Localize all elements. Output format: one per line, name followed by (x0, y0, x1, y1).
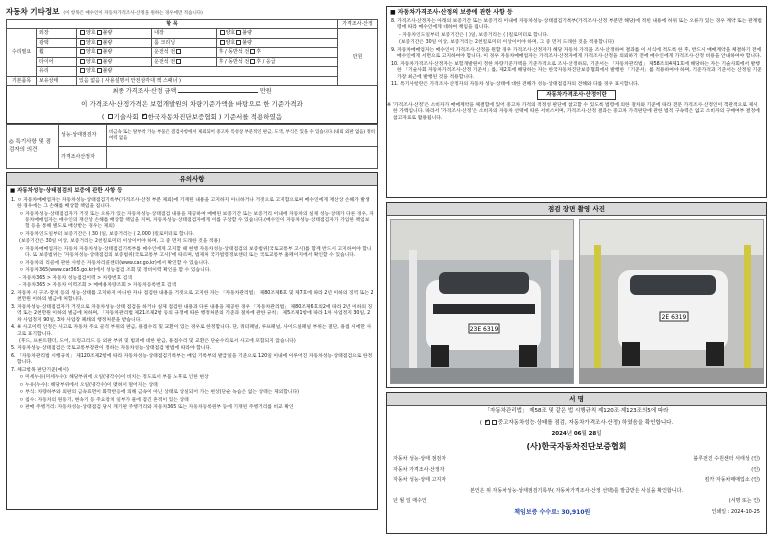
special-row2-text (107, 147, 378, 169)
checkbox[interactable] (80, 68, 85, 73)
basis-options: ( 기술사회 ✓ 한국자동차진단보증협회 ) 기준서를 적용하였음 (7, 111, 377, 123)
plate-text-2: 2E 6319 (661, 314, 687, 321)
special-notes-table (6, 124, 378, 169)
notice-item: ㅇ 침수: 자동차의 원동기, 변속기 등 주요장치 일부가 물에 잠긴 흔적이 있는 상태 (19, 397, 189, 403)
warranty-item: 11. 특기사항란은 가격조사·산정자의 자동차 성능·상태에 대한 견해가 성능·상태점검자의 견해와 다를 경우 표시합니다. (391, 82, 640, 88)
checkbox[interactable] (97, 49, 102, 54)
notice-item: ㅇ 자동차인도일부터 보증기간은 ( 30 )일, 보증거리는 ( 2,000 )킬로미터로 합니다. (19, 231, 195, 237)
checkbox[interactable] (80, 49, 85, 54)
confirm-row: 본인은 위 자동차성능·상태점검기록부( 자동차가격조사·산정 선택)를 발급받은 사실을 확인합니다. (470, 487, 683, 494)
notice-item: 3. 자동차성능·상태점검자가 거짓으로 자동차성능·상태 점검을 하거나 실제 점검한 내용과 다른 내용을 제공한 경우 「자동차관리법」 제80조제6호의2에 따라 2년 이하의 징역 또는 2천만원 이하의 벌금에 처하며, 「자동차관리법 제21조제2항 등의 규정에 따른 행정처분의 기준과 절차에 관한 규칙」 제5조제1항에 따라 1차 사업정지 30일, 2차 사업정지 90일, 3차 사업장 폐쇄의 행정처분을 받습니다. (11, 304, 373, 323)
notice-head: 유의사항 (7, 173, 377, 186)
row-label: 타이어 (37, 57, 77, 67)
car-front-icon (391, 220, 574, 384)
notice-item: 1. ㅇ 자동차매매업자는 자동차성능·상태점검기록부(가격조사·산정 부분 제외)에 기재된 내용을 고지하지 아니하거나 거짓으로 고지함으로써 매수인에게 재산상 손해가 발생한 경우에는 그 손해를 배상할 책임을 집니다. (11, 197, 370, 210)
sign-row: 자동차 가격조사·산정자 (인) (393, 466, 760, 473)
row-label: 휠 (37, 48, 77, 58)
checkbox[interactable] (236, 40, 241, 45)
checkbox[interactable] (250, 49, 255, 54)
other-info-title (6, 6, 378, 19)
refusal-head: 자동차가격조사·산정이란 (537, 90, 616, 100)
checkbox-checked[interactable] (142, 114, 147, 119)
checkbox[interactable] (108, 114, 113, 119)
sign-text-2: ( ✓ 중고자동차성능·상태를 점검, 자동차가격조사·산정) 하였음을 확인합니다. (387, 418, 766, 429)
final-price-field[interactable] (178, 92, 258, 93)
checkbox[interactable] (176, 49, 181, 54)
inspection-photo-front (390, 219, 574, 384)
notice-item: 7. 체크항목 판단기준(예시) (11, 367, 69, 373)
other-info-table: 항 목 가격조사·산정 수리필요 외장 양호 불량 내장 양호 불량 만원 광택 양호 불량 룸 크리닝 양호 불량 휠 양호 불량 운전석 전 후 / 동반석 전 후 타이어 양호 불량 운전석 전 후 / 동반석 전 후 / 응급 유리 양호 불량 기본품목 보유상태 있음 없음 ( 사용설명서 안전삼각대 잭 스패너 ) (6, 19, 378, 87)
left-column (6, 6, 378, 510)
notice-item: 2. 자동차 시 구조·장치 등의 성능·상태를 고지하지 아니한 자나 점검한 내용을 거짓으로 고지한 자는 「자동차관리법」 제80조제6호 및 제7호에 따라 2년 이하의 징역 또는 2천만원 이하의 벌금에 처합니다. (11, 290, 374, 303)
checkbox[interactable] (220, 40, 225, 45)
sign-date: 2024년 06월 28일 (551, 430, 602, 437)
final-price-box (6, 86, 378, 124)
buyer-row: 년 월 일 매수인 (서명 또는 인) (393, 498, 760, 505)
warranty-item: 8. 가격조사·산정자는 아래의 보증기간 또는 보증거리 이내에 자동차성능·상태점검기록부(가격조사·산정 부분만 해당)에 적힌 내용에 허위 또는 오류가 있는 경우 계약 또는 관계법령에 따라 매수인에게 대하여 책임을 집니다. (391, 18, 762, 31)
notice-subhead: ■ 자동차성능·상태점검의 보증에 관한 사항 등 (10, 188, 123, 195)
notice-item: ㅇ 미세누유(미세누수): 해당부위에 오일(냉각수)이 비치는 정도로서 부품 노후로 인한 현상 (19, 375, 209, 381)
notice-item: 5. 자동차성능·상태점검은 국토교통부장관이 정하는 자동차성능·상태점검 방법에 따라야 합니다. (11, 346, 212, 352)
warranty-item: (보증기간은 30일 이상, 보증거리는 2천킬로미터 이상이어야 하며, 그 중 먼저 도래한 것을 적용합니다) (399, 40, 614, 46)
notice-list (7, 198, 377, 413)
checkbox[interactable] (236, 30, 241, 35)
checkbox[interactable] (80, 59, 85, 64)
notice-item: ㅇ 자동차365(www.car365.go.kr)에서 성능점검 조회 및 정비이력 확인을 할 수 있습니다. (19, 268, 211, 274)
basis-text: 이 가격조사·산정가격은 보험개발원의 차량기준가액을 바탕으로 한 기준가격과 (81, 100, 303, 109)
checkbox[interactable] (220, 30, 225, 35)
special-row1-text: 비금속 또는 탈부착 가능 부품은 점검사항에서 제외되어 중고차 특성상 부분적인 판금, 도색, 부식은 있을 수 있습니다.(내외 외판 없음) 정비여력 없음 (107, 125, 378, 147)
checkbox[interactable] (97, 59, 102, 64)
sign-row: 자동차 성능·상태 고지자 킴카 자동차매매업소 (인) (393, 477, 760, 484)
notice-item: ㅇ 판매 주행거리: 자동차성능·상태점검 당시 계기판 주행거리와 자동차365 또는 자동차등록원부 등에 기재된 주행거리를 비교 확인 (19, 405, 294, 411)
repair-group-label: 수리필요 (7, 29, 37, 77)
notice-item: - 자동차365 > 자동차 이력조회 > 매매용차량조회 > 자동차등록번호 검색 (19, 283, 177, 289)
section-title: 자동차 기타정보 (6, 7, 60, 16)
row-options-2: 양호 불량 (216, 29, 337, 39)
sign-head: 서 명 (387, 393, 766, 406)
notice-item: ㅇ 자동차의 리콜에 관한 사항은 자동차리콜센터(www.car.go.kr)에서 확인할 수 있습니다. (19, 260, 210, 266)
notice-item: ㅇ 자동차매매업자는 자동차 자동차성능·상태점검기록부를 매수인에게 고지할 때 현행 자동차성능·상태점검의 보증범위(국토교통부 고시)를 함께 반드시 고지하여야 합니다. 또 보증범위는 '자동차성능·상태점검의 보증범위(국토교통부 고시)'에 따르며, 법제처 국가법령정보센터 또는 국토교통부 홈페이지에서 확인할 수 있습니다. (19, 246, 372, 259)
special-row1-label: 성능·상태점검자 (59, 125, 107, 147)
inspection-photo-rear (579, 219, 764, 384)
final-price-unit: 만원 (259, 88, 272, 96)
sign-text-1: 「자동차관리법」 제58조 및 같은 법 시행규칙 제120조·제123조의5에 따라 (484, 408, 669, 415)
photo-head: 점검 장면 촬영 사진 (387, 203, 766, 216)
price-unit: 만원 (338, 29, 378, 86)
warranty-title: ■ 자동차가격조사·산정의 보증에 관한 사항 등 (390, 9, 513, 16)
basic-group-label: 기본품목 (7, 76, 37, 86)
sign-row: 자동차 성능·상태 점검자 블루전진 수원센터 서태성 (인) (393, 456, 760, 463)
special-row2-label: 가격조사산정자 (59, 147, 107, 169)
refusal-text: ※ '가격조사·산정'은 소비자가 매매계약을 체결함에 있어 중고차 가격의 적정성 판단에 참고할 수 있도록 법령에 의한 절차와 기준에 따라 전문 가격조사·산정인이 객관적으로 제시한 가액입니다. 따라서 '가격조사·산정'은 소비자의 자동차 선택에 따른 서비스이며, 가격조사·산정 결과는 중고차 가격판단에 관한 법적 구속력은 없고 소비자의 구매여부 결정에 참고자료로 활용됩니다. (387, 102, 760, 121)
section-note: (이 항목은 매수인이 자동차가격조사·산정을 원하는 경우에만 적습니다) (63, 11, 203, 16)
row-label: 외장 (37, 29, 77, 39)
notice-item: 4. ※ 사고이력 인정은 사고로 자동차 주요 골격 부위의 판금, 용접수리 및 교환이 있는 경우로 한정합니다. 단, 쿼터패널, 루프패널, 사이드실패널 부위는 절단, 용접 시에만 사고로 표기합니다. (11, 325, 372, 337)
notice-item: ㅇ 부식: 차량하부와 외판의 금속표면이 화학반응에 의해 금속이 아닌 상태로 상실되어 가는 현상(단순 녹슴은 없는 상태는 제외합니다) (19, 390, 299, 396)
checkbox[interactable] (97, 30, 102, 35)
warranty-box (386, 6, 767, 198)
right-column (386, 6, 767, 534)
signature-box (386, 392, 767, 534)
photo-box (386, 202, 767, 388)
warranty-item: - 자동차인도일부터 보증기간은 ( )일, 보증거리는 ( )킬로미터로 합니다. (399, 32, 549, 38)
checkbox-checked[interactable] (485, 420, 490, 425)
car-rear-icon (580, 220, 764, 384)
plate-text-1: 23E 6319 (469, 326, 499, 333)
checkbox[interactable] (176, 59, 181, 64)
warranty-item: 10. 자동차가격조사·산정자는 보험개발원이 정한 차량기준가액을 기준가격으로 조사·산정하되, 기준서는 「자동차관리법」 제58조의4제1호에 해당하는 자는 기술사회에서 발행한 「기술사회 자동차가격조사·산정 기준서」를, 제2호에 해당하는 자는 한국자동차진단보증협회에서 발행한 「기준서」를 적용하여야 하며, 기준가격과 기준서는 산정일 기준 가장 최근에 발행된 것을 적용합니다. (391, 61, 762, 80)
org-name: (사)한국자동차진단보증협회 (526, 441, 627, 451)
special-label: ◎ 특기사항 및 점검자의 의견 (7, 125, 59, 169)
row-label-2: 내장 (152, 29, 216, 39)
checkbox[interactable] (250, 59, 255, 64)
row-label: 광택 (37, 38, 77, 48)
col-item-header: 항 목 (7, 19, 338, 29)
checkbox[interactable] (97, 68, 102, 73)
warranty-item: 9. 자동차매매업자는 매수인이 가격조사·산정을 원할 경우 가격조사·산정자가 해당 자동차 가격을 조사·산정하여 결과를 이 서식에 적도록 한 후, 반드시 매매계약을 체결하기 전에 매수인에게 서면으로 고지하여야 합니다. 이 경우 자동차매매업자는 가격조사·산정자에게 가격조사·산정을 의뢰하기 전에 매수인에게 가격조사·산정 비용을 안내하여야 합니다. (391, 47, 762, 60)
basic-options: 있음 없음 ( 사용설명서 안전삼각대 잭 스패너 ) (77, 76, 338, 86)
checkbox[interactable] (97, 40, 102, 45)
notice-item: ㅇ 누유(누수): 해당부위에서 오일(냉각수)이 맺혀서 떨어지는 상태 (19, 382, 158, 388)
fee-label: 책임보증 수수료: 30,910원 (514, 508, 591, 516)
col-price-header: 가격조사·산정 (338, 19, 378, 29)
notice-item: (보증기간은 30일 이상, 보증거리는 2천킬로미터 이상이어야 하며, 그 중 먼저 도래한 것을 적용) (19, 239, 221, 245)
checkbox[interactable] (80, 40, 85, 45)
notice-item: ㅇ 자동차성능·상태점검자가 거짓 또는 오류가 있는 자동차성능·상태점검 내용을 제공하여 매매된 보증기간 또는 보증거리 이내에 자동차의 실제 성능·상태가 다른 경우, 자동차매매업자는 매수인의 재산상 손해를 배상할 책임을 지며, 자동차성능·상태점검자에게 이를 구상할 수 있습니다.(매수인이 자동차성능·상태점검자가 가입한 책임보험 등을 통해 별도로 배상받는 경우는 제외) (19, 211, 374, 230)
checkbox[interactable] (492, 420, 497, 425)
notice-item: (후드, 프론트휀더, 도어, 트렁크리드 등 외판 부위 및 범퍼에 대한 판금, 용접수리 및 교환은 단순수리로서 사고에 포함되지 않습니다) (19, 338, 296, 344)
final-price-label: 최종 가격조사·산정 금액 (112, 88, 177, 96)
notice-item: 6. 「자동차관리법 시행규칙」 제120조제2항에 따라 자동차성능·상태점검기록부는 매입 기록부의 발급일을 기준으로 120일 이내에 이루어진 자동차성능·상태점검으로 한정합니다. (11, 353, 373, 366)
print-date: 인쇄일 : 2024-10-25 (711, 508, 760, 515)
fee-row (387, 507, 766, 519)
row-options: 양호 불량 (77, 29, 152, 39)
basic-label: 보유상태 (37, 76, 77, 86)
row-label: 유리 (37, 67, 77, 77)
checkbox[interactable] (80, 30, 85, 35)
row-label-2: 룸 크리닝 (152, 38, 216, 48)
warranty-list (387, 19, 766, 90)
notice-item: - 자동차365 > 자동차 성능점검이력 > 차량번호 검색 (19, 275, 133, 281)
notice-box (6, 172, 378, 510)
